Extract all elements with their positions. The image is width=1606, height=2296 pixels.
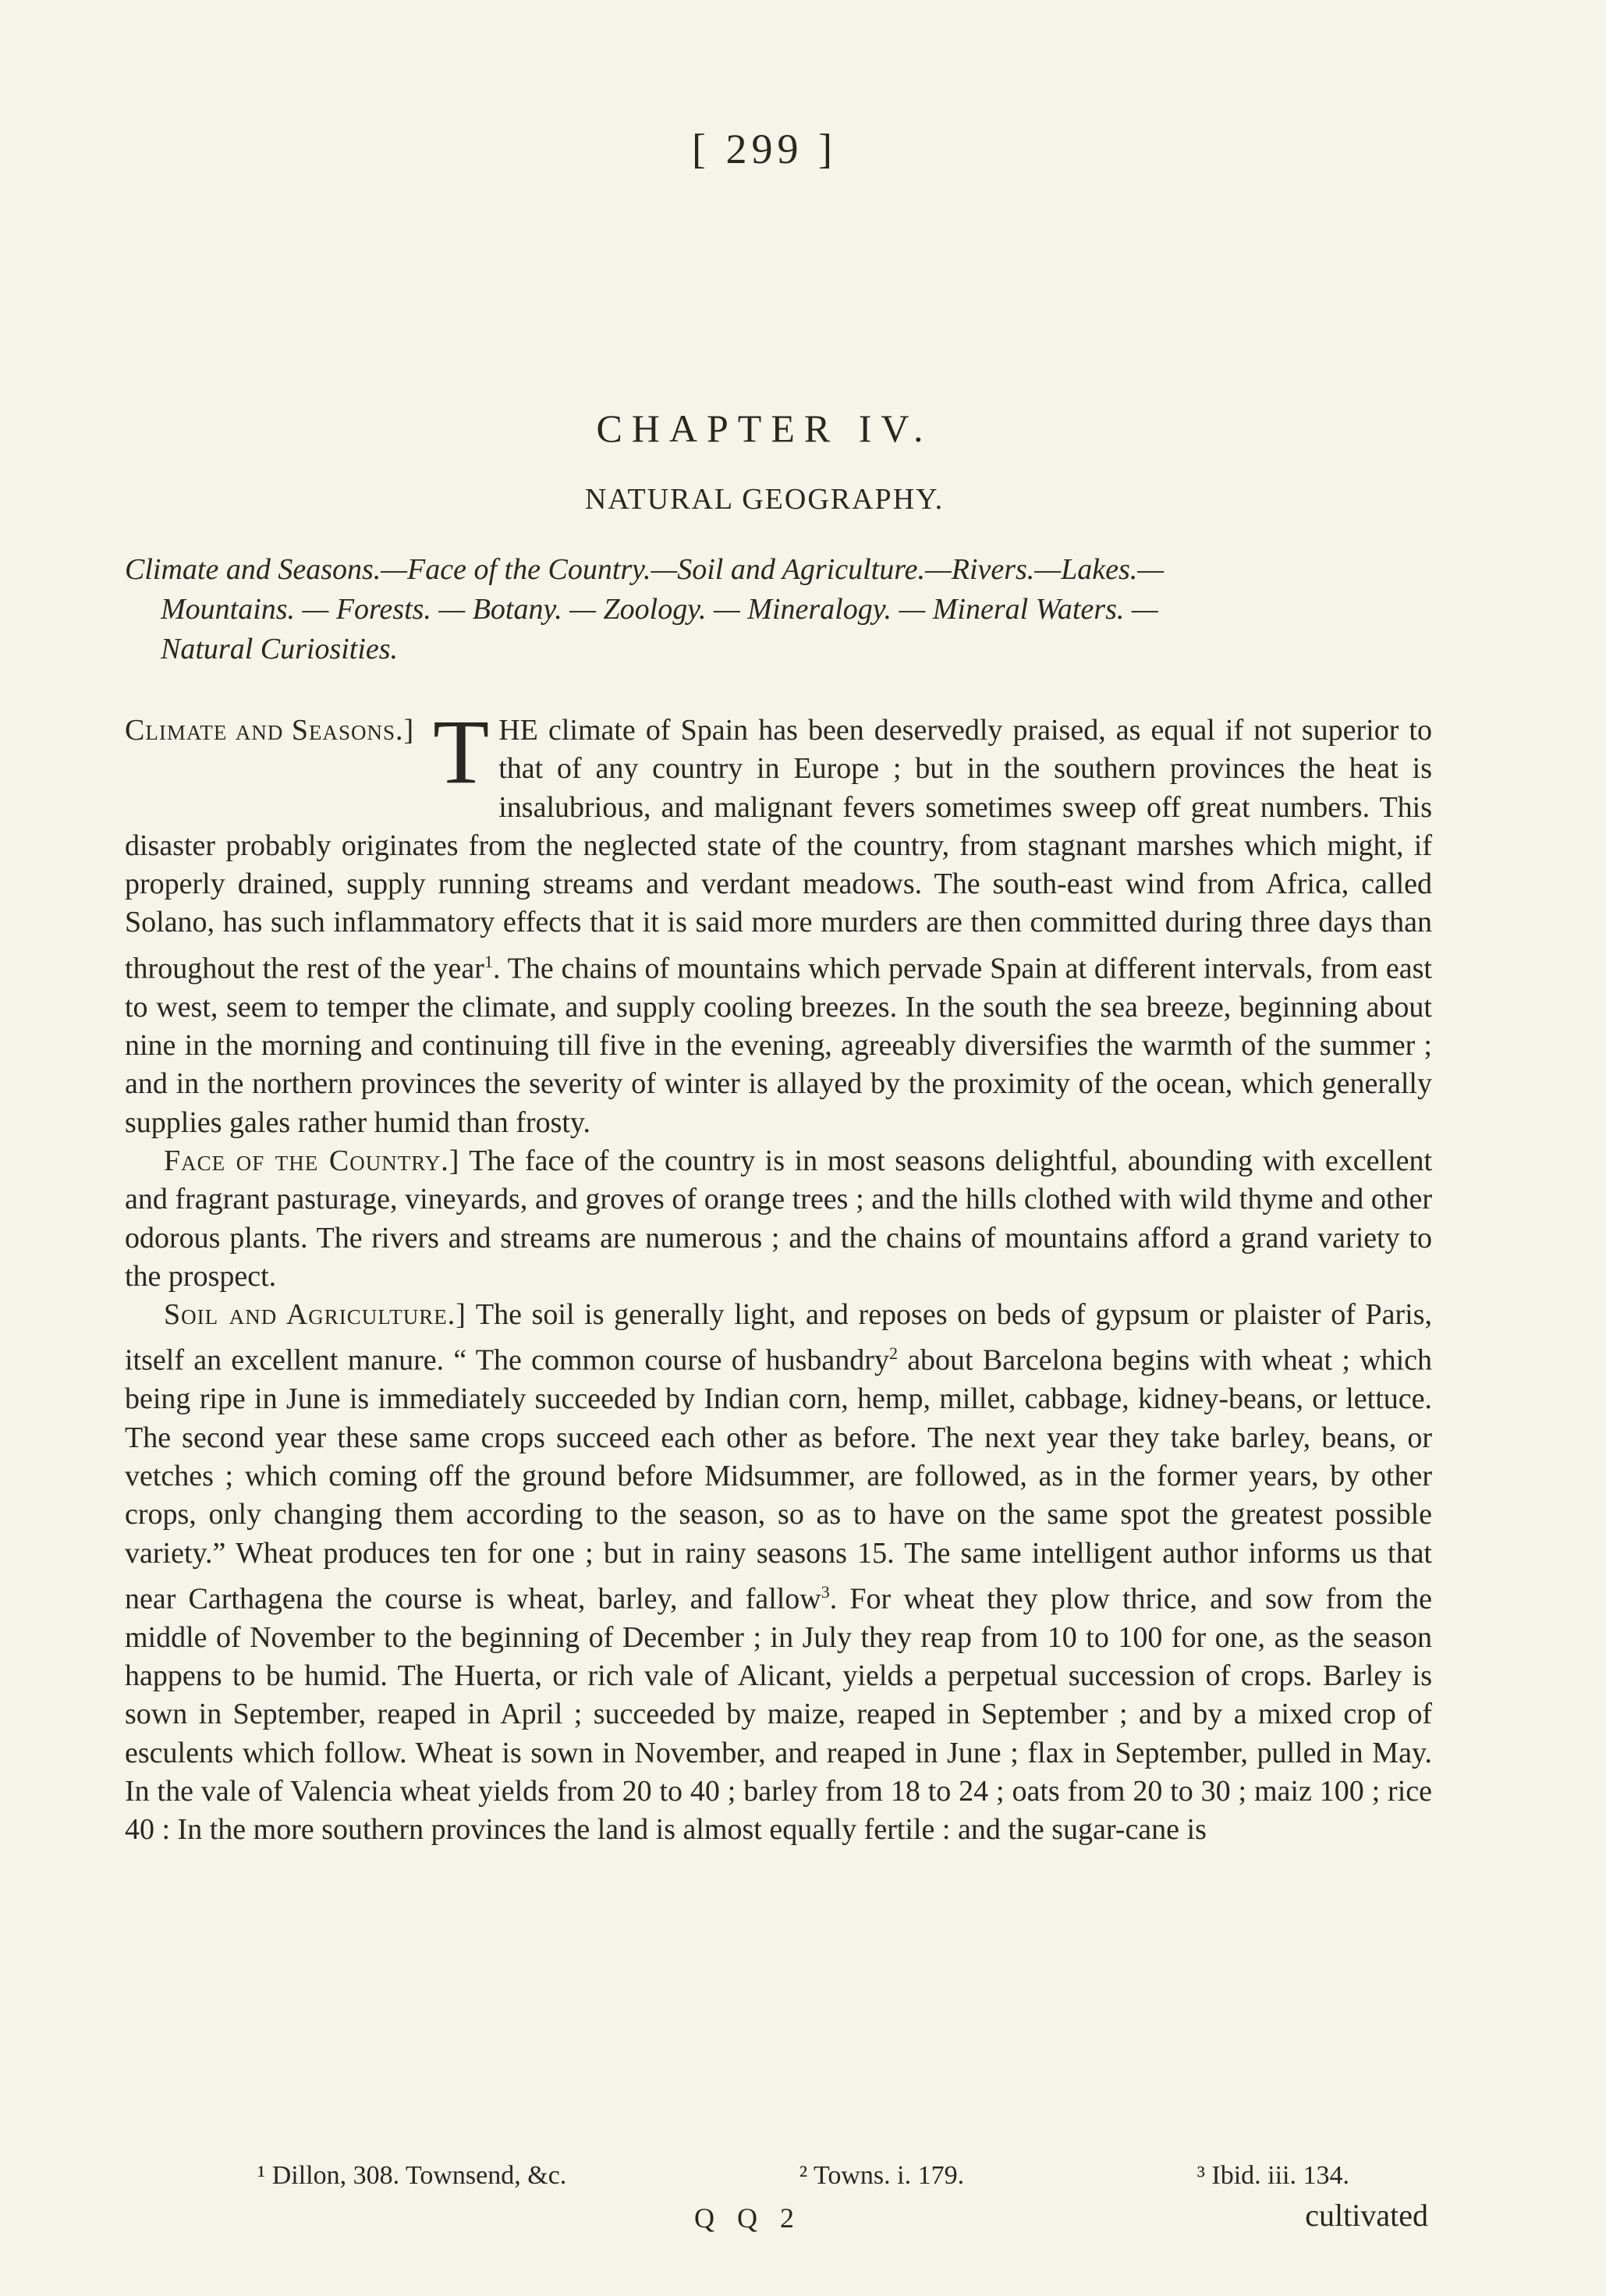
soil-text-1: The soil is generally light, and reposes on beds of gypsum or plaister of Paris, itself an excellent manure. “ The common course of husbandry xyxy=(125,1298,1432,1378)
chapter-topics xyxy=(125,550,1432,669)
drop-cap: T xyxy=(433,701,490,803)
page-number: [ 299 ] xyxy=(692,126,837,172)
footnotes xyxy=(257,2161,1349,2191)
soil-text-2: about Barcelona begins with wheat ; which being ripe in June is immediately succeeded by Indian corn, hemp, millet, cabbage, kidney-beans, or lettuce. The second year these same crops succeed each other as before. The next year they take barley, beans, or vetches ; which coming off the ground before Midsummer, are followed, as in the former years, by other crops, only changing them according to the season, so as to have on the same spot the greatest possible variety.” Wheat produces ten for one ; but in rainy seasons 15. The same intelligent author informs us that near Carthagena the course is wheat, barley, and fallow xyxy=(125,1344,1432,1616)
topics-line-2: Mountains. — Forests. — Botany. — Zoology. — Mineralogy. — Mineral Waters. — xyxy=(161,593,1158,626)
section-heading-face: Face of the Country.] xyxy=(164,1144,460,1177)
note-ref-1: 1 xyxy=(484,951,493,971)
soil-text-3: . For wheat they plow thrice, and sow from the middle of November to the beginning of December ; in July they reap from 10 to 100 for one, as the season happens to be humid. The Huerta, or rich vale of Alicant, yields a perpetual succession of crops. Barley is sown in September, reaped in April ; succeeded by maize, reaped in September ; and by a mixed crop of esculents which follow. Wheat is sown in November, and reaped in June ; flax in September, pulled in May. In the vale of Valencia wheat yields from 20 to 40 ; barley from 18 to 24 ; oats from 20 to 30 ; maiz 100 ; rice 40 : In the more southern provinces the land is almost equally fertile : and the sugar-cane is xyxy=(125,1582,1432,1847)
catchword: cultivated xyxy=(1305,2198,1428,2233)
paragraph-soil xyxy=(125,1296,1432,1849)
section-heading-climate: Climate and Seasons.] xyxy=(125,714,415,747)
climate-text: HE climate of Spain has been deservedly praised, as equal if not superior to that of any country in Europe ; but in the southern provinces the heat is insalubrious, and malignant fevers sometimes sweep off great numbers. This disaster probably originates from the neglected state of the country, from stagnant marshes which might, if properly drained, supply running streams and verdant meadows. The south-east wind from Africa, called Solano, has such inflammatory effects that it is said more murders are then committed during three days than throughout the rest of the year xyxy=(125,714,1432,985)
footnote-1: ¹ Dillon, 308. Townsend, &c. xyxy=(257,2161,567,2190)
paragraph-face xyxy=(125,1142,1432,1296)
note-ref-2: 2 xyxy=(888,1343,898,1364)
climate-text-after: . The chains of mountains which pervade Spain at different intervals, from east to west, seem to temper the climate, and supply cooling breezes. In the south the sea breeze, beginning about nine in the morning and continuing till five in the evening, agreeably diversifies the warmth of the summer ; and in the northern provinces the severity of winter is allayed by the proximity of the ocean, which generally supplies gales rather humid than frosty. xyxy=(125,952,1432,1139)
note-ref-3: 3 xyxy=(821,1581,830,1602)
face-text: The face of the country is in most seasons delightful, abounding with excellent and fragrant pasturage, vineyards, and groves of orange trees ; and the hills clothed with wild thyme and other odorous plants. The rivers and streams are numerous ; and the chains of mountains afford a grand variety to the prospect. xyxy=(125,1144,1433,1293)
section-heading-soil: Soil and Agriculture.] xyxy=(164,1298,466,1332)
footnote-3: ³ Ibid. iii. 134. xyxy=(1197,2161,1349,2190)
chapter-subtitle: NATURAL GEOGRAPHY. xyxy=(584,483,945,516)
footnote-2: ² Towns. i. 179. xyxy=(799,2161,965,2190)
topics-line-3: Natural Curiosities. xyxy=(161,633,399,665)
paragraph-climate xyxy=(125,701,1432,1142)
body-text xyxy=(125,701,1433,1850)
signature-mark: Q Q 2 xyxy=(694,2202,802,2234)
chapter-title: CHAPTER IV. xyxy=(596,406,933,450)
topics-line-1: Climate and Seasons.—Face of the Country.—Soil and Agriculture.—Rivers.—Lakes.— xyxy=(125,553,1165,586)
